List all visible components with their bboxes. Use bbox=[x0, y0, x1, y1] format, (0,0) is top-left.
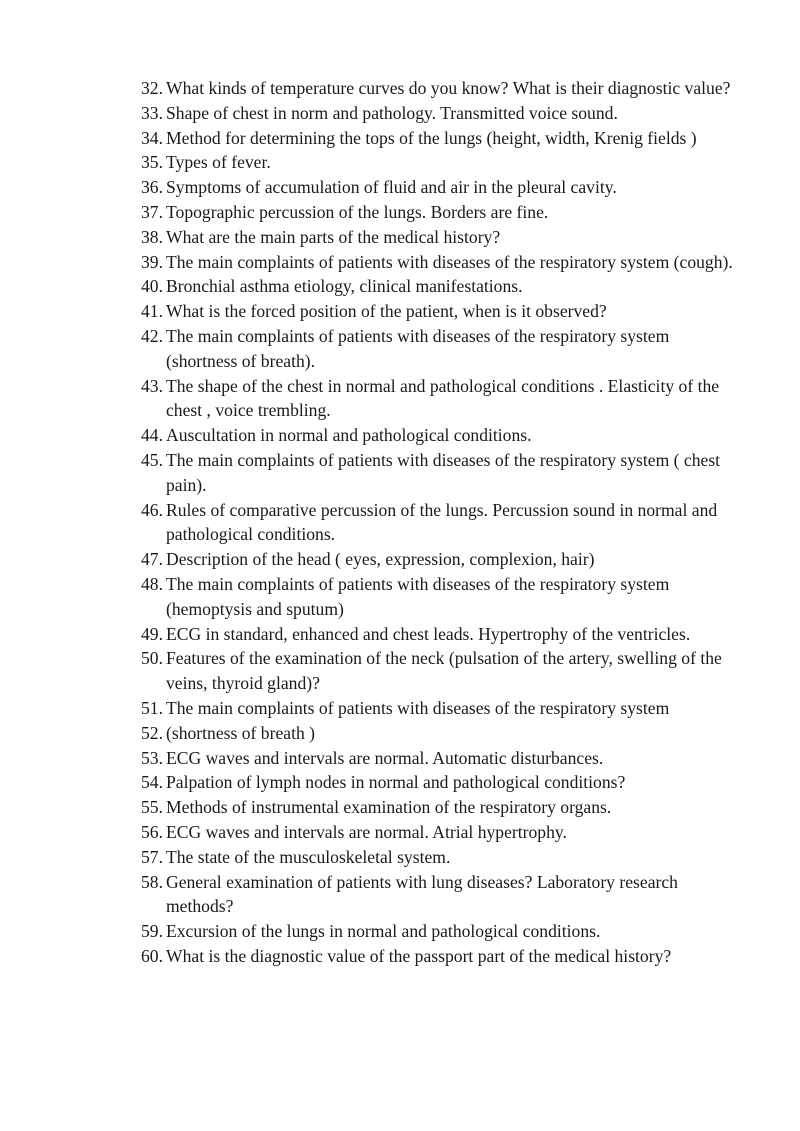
question-text: Rules of comparative percussion of the lungs. Percussion sound in normal and pathological conditions. bbox=[166, 499, 718, 545]
question-number: 47. bbox=[141, 549, 163, 570]
question-item bbox=[141, 696, 741, 721]
question-number: 54. bbox=[141, 772, 163, 793]
question-text: Method for determining the tops of the lungs (height, width, Krenig fields ) bbox=[166, 127, 697, 148]
question-number: 50. bbox=[141, 648, 163, 669]
question-text: Symptoms of accumulation of fluid and air in the pleural cavity. bbox=[166, 177, 617, 198]
question-number: 55. bbox=[141, 797, 163, 818]
question-number: 38. bbox=[141, 226, 163, 247]
question-text: The main complaints of patients with diseases of the respiratory system (shortness of breath). bbox=[166, 325, 670, 371]
question-number: 41. bbox=[141, 301, 163, 322]
question-item bbox=[141, 770, 741, 795]
question-item bbox=[141, 101, 741, 126]
question-text: What are the main parts of the medical history? bbox=[166, 226, 501, 247]
question-text: The state of the musculoskeletal system. bbox=[166, 846, 451, 867]
question-item bbox=[141, 274, 741, 299]
question-number: 60. bbox=[141, 945, 163, 966]
question-text: (shortness of breath ) bbox=[166, 722, 316, 743]
question-item bbox=[141, 76, 741, 101]
question-item bbox=[141, 150, 741, 175]
question-text: Palpation of lymph nodes in normal and pathological conditions? bbox=[166, 772, 626, 793]
question-number: 39. bbox=[141, 251, 163, 272]
question-number: 33. bbox=[141, 102, 163, 123]
question-number: 48. bbox=[141, 573, 163, 594]
question-item bbox=[141, 498, 741, 548]
question-item bbox=[141, 547, 741, 572]
question-item bbox=[141, 200, 741, 225]
question-number: 36. bbox=[141, 177, 163, 198]
question-text: Excursion of the lungs in normal and pathological conditions. bbox=[166, 921, 601, 942]
question-text: Bronchial asthma etiology, clinical manifestations. bbox=[166, 276, 523, 297]
question-text: ECG in standard, enhanced and chest leads. Hypertrophy of the ventricles. bbox=[166, 623, 691, 644]
question-number: 46. bbox=[141, 499, 163, 520]
question-number: 37. bbox=[141, 201, 163, 222]
question-item bbox=[141, 795, 741, 820]
question-number: 42. bbox=[141, 325, 163, 346]
question-text: General examination of patients with lung diseases? Laboratory research methods? bbox=[166, 871, 678, 917]
question-number: 56. bbox=[141, 821, 163, 842]
question-text: What is the diagnostic value of the passport part of the medical history? bbox=[166, 945, 672, 966]
question-number: 52. bbox=[141, 722, 163, 743]
question-text: The main complaints of patients with diseases of the respiratory system bbox=[166, 697, 670, 718]
question-item bbox=[141, 423, 741, 448]
question-text: Methods of instrumental examination of the respiratory organs. bbox=[166, 797, 612, 818]
question-item bbox=[141, 870, 741, 920]
question-number: 53. bbox=[141, 747, 163, 768]
question-text: ECG waves and intervals are normal. Automatic disturbances. bbox=[166, 747, 604, 768]
question-text: Description of the head ( eyes, expression, complexion, hair) bbox=[166, 549, 595, 570]
question-number: 58. bbox=[141, 871, 163, 892]
question-text: ECG waves and intervals are normal. Atrial hypertrophy. bbox=[166, 821, 567, 842]
question-item bbox=[141, 374, 741, 424]
question-item bbox=[141, 845, 741, 870]
question-text: The main complaints of patients with diseases of the respiratory system (hemoptysis and sputum) bbox=[166, 573, 670, 619]
question-number: 34. bbox=[141, 127, 163, 148]
question-number: 35. bbox=[141, 152, 163, 173]
question-text: The main complaints of patients with diseases of the respiratory system ( chest pain). bbox=[166, 449, 721, 495]
question-text: What is the forced position of the patient, when is it observed? bbox=[166, 301, 607, 322]
question-text: The main complaints of patients with diseases of the respiratory system (cough). bbox=[166, 251, 733, 272]
question-number: 44. bbox=[141, 425, 163, 446]
question-list bbox=[141, 76, 741, 969]
question-item bbox=[141, 622, 741, 647]
question-number: 45. bbox=[141, 449, 163, 470]
question-number: 59. bbox=[141, 921, 163, 942]
question-item bbox=[141, 250, 741, 275]
question-number: 49. bbox=[141, 623, 163, 644]
question-text: Shape of chest in norm and pathology. Transmitted voice sound. bbox=[166, 102, 618, 123]
question-text: Auscultation in normal and pathological conditions. bbox=[166, 425, 532, 446]
question-number: 51. bbox=[141, 697, 163, 718]
question-item bbox=[141, 820, 741, 845]
question-item bbox=[141, 175, 741, 200]
question-item bbox=[141, 324, 741, 374]
question-number: 32. bbox=[141, 78, 163, 98]
question-item bbox=[141, 919, 741, 944]
question-number: 57. bbox=[141, 846, 163, 867]
question-item bbox=[141, 126, 741, 151]
question-item bbox=[141, 448, 741, 498]
question-item bbox=[141, 746, 741, 771]
question-number: 43. bbox=[141, 375, 163, 396]
question-item bbox=[141, 225, 741, 250]
question-text: Types of fever. bbox=[166, 152, 271, 173]
question-item bbox=[141, 721, 741, 746]
question-text: Topographic percussion of the lungs. Borders are fine. bbox=[166, 201, 549, 222]
question-item bbox=[141, 299, 741, 324]
question-item bbox=[141, 572, 741, 622]
question-item bbox=[141, 646, 741, 696]
question-text: What kinds of temperature curves do you know? What is their diagnostic value? bbox=[166, 78, 731, 98]
question-number: 40. bbox=[141, 276, 163, 297]
question-item bbox=[141, 944, 741, 969]
question-text: The shape of the chest in normal and pathological conditions . Elasticity of the chest , voice trembling. bbox=[166, 375, 720, 421]
question-text: Features of the examination of the neck (pulsation of the artery, swelling of the veins, thyroid gland)? bbox=[166, 648, 722, 694]
